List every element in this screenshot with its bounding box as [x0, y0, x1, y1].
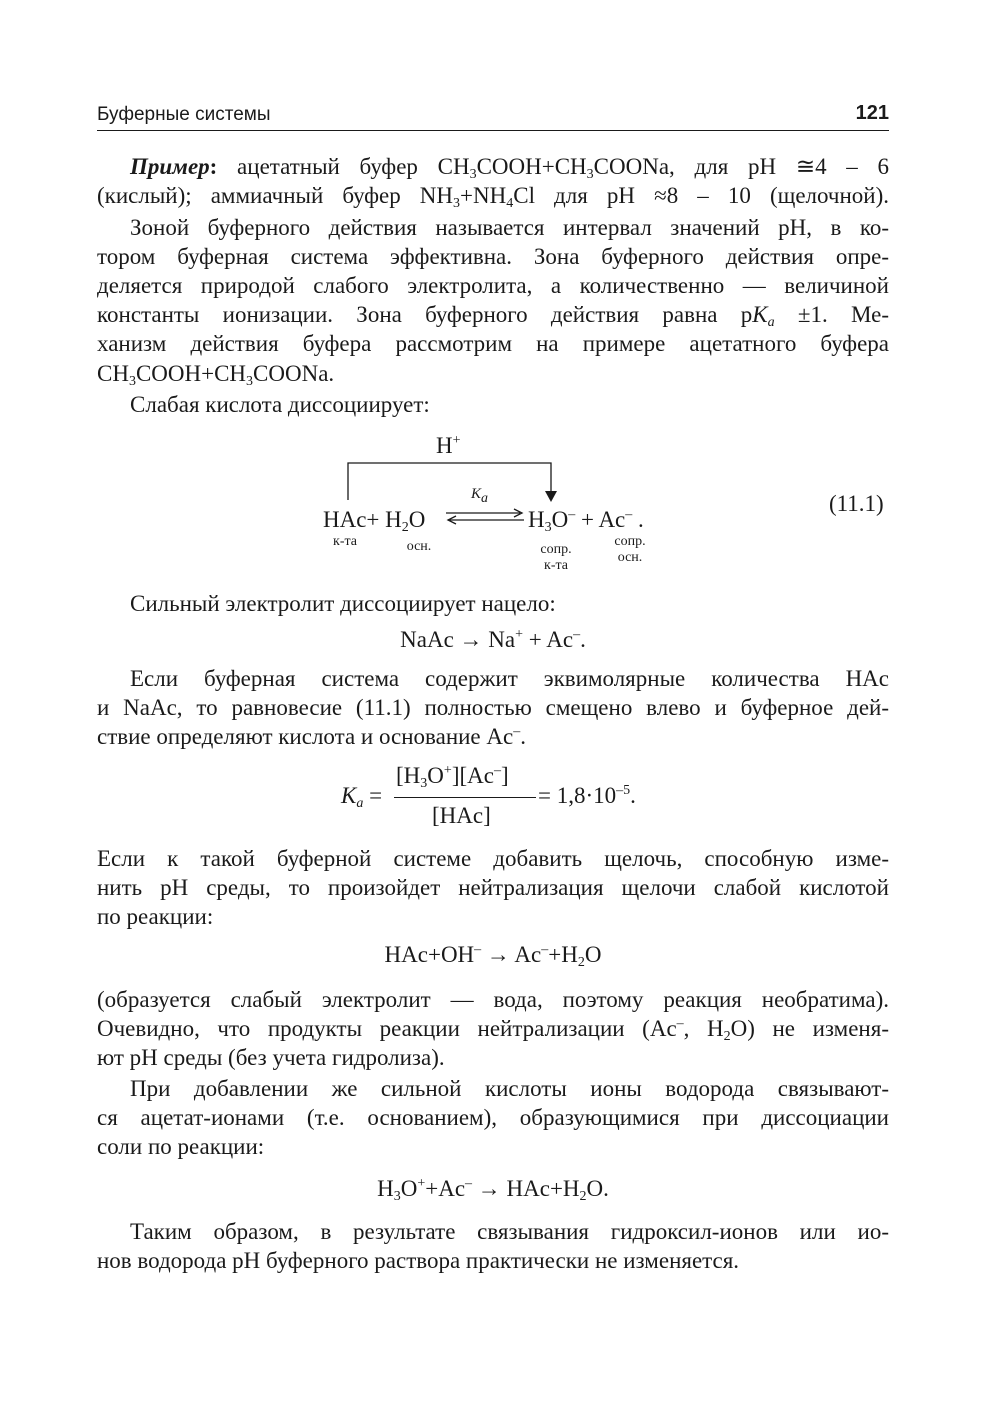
example-line-1: Пример: ацетатный буфер $CH_3COOH+CH_3COONa$, для pH ≅4 – 6: [130, 154, 890, 182]
para3: Слабая кислота диссоциирует:: [130, 392, 430, 417]
para5-line-2: и NaAc, то равновесие (11.1) полностью смещено влево и буферное дей-: [97, 695, 889, 720]
fraction-numerator: $[H_3O^+][Ac^-]$: [396, 763, 509, 791]
para8-line-3: соли по реакции:: [97, 1134, 265, 1159]
para5-line-3: ствие определяют кислота и основание Ac–.: [97, 724, 526, 749]
equation-right-side: $H_3O^- + Ac^-$ .: [528, 507, 644, 535]
para9-line-2: нов водорода pH буферного раствора практически не изменяется.: [97, 1248, 740, 1273]
para2-line-4: константы ионизации. Зона буферного действия равна $pK_a \pm 1$. Ме-: [97, 302, 889, 330]
equation-number: (11.1): [829, 491, 884, 516]
example-line-2: (кислый); аммиачный буфер $NH_3+NH_4Cl$ для pH ≈8 – 10 (щелочной).: [97, 183, 890, 211]
label-acid: к-та: [333, 534, 357, 549]
para6-line-3: по реакции:: [97, 904, 214, 929]
para8-line-2: ся ацетат-ионами (т.е. основанием), образующимися при диссоциации: [97, 1105, 889, 1130]
para9-line-1: Таким образом, в результате связывания гидроксил-ионов или ио-: [130, 1219, 889, 1244]
para2-line-3: деляется природой слабого электролита, а количественно — величиной: [97, 273, 889, 298]
running-header: [97, 102, 889, 131]
ka-symbol: $K_a$ =: [341, 783, 383, 811]
label-conj-base: сопр. осн.: [614, 534, 646, 565]
proton-label: H+: [436, 433, 461, 458]
example-label: Пример: [130, 154, 210, 179]
section-title: Буферные системы: [97, 104, 271, 125]
para4: Сильный электролит диссоциирует нацело:: [130, 591, 556, 616]
para7-line-1: (образуется слабый электролит — вода, поэтому реакция необратима).: [97, 987, 889, 1012]
para2-line-1: Зоной буферного действия называется интервал значений pH, в ко-: [130, 215, 889, 240]
label-base: осн.: [406, 539, 432, 554]
equation-left-side: $HAc+ H_2O$: [323, 507, 426, 535]
para5-line-1: Если буферная система содержит эквимолярные количества HAc: [130, 666, 889, 691]
para6-line-2: нить pH среды, то произойдет нейтрализация щелочи слабой кислотой: [97, 875, 889, 900]
para8-line-1: При добавлении же сильной кислоты ионы водорода связывают-: [130, 1076, 889, 1101]
label-conj-acid: сопр. к-та: [540, 542, 572, 573]
para7-line-2: Очевидно, что продукты реакции нейтрализации (Ac–, $H_2O$) не изменя-: [97, 1016, 889, 1044]
para2-line-6: $CH_3COOH+CH_3COONa$.: [97, 361, 335, 389]
equation-neutralization: $HAc+OH^- \to Ac^-+H_2O$: [384, 942, 602, 970]
equation-acid-binding: $H_3O^++Ac^- \to HAc+H_2O$.: [377, 1176, 609, 1204]
para7-line-3: ют pH среды (без учета гидролиза).: [97, 1045, 445, 1070]
fraction-denominator: [HAc]: [432, 803, 491, 828]
para2-line-5: ханизм действия буфера рассмотрим на примере ацетатного буфера: [97, 331, 889, 356]
para2-line-2: тором буферная система эффективна. Зона буферного действия опре-: [97, 244, 889, 269]
ka-value: = $1,8\cdot 10^{-5}$.: [538, 783, 636, 808]
para6-line-1: Если к такой буферной системе добавить щелочь, способную изме-: [97, 846, 889, 871]
equilibrium-arrows: [444, 506, 526, 526]
equation-naac: NaAc → Na+ + Ac–.: [400, 627, 586, 652]
ka-label: $K_a$: [471, 486, 489, 506]
proton-transfer-arrow: [340, 458, 570, 508]
fraction-bar: [394, 797, 536, 798]
page-number: 121: [855, 102, 889, 124]
